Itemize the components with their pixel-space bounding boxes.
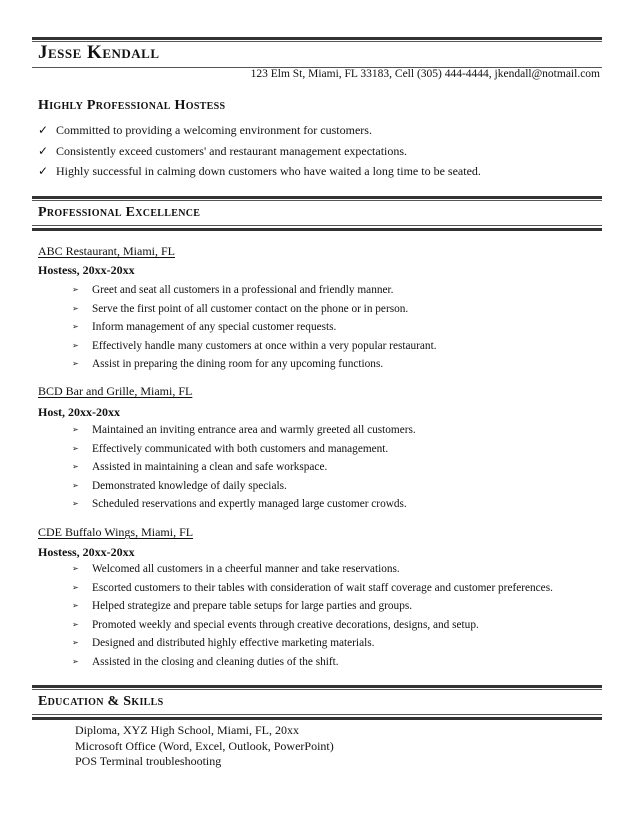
experience-rule-bottom [32, 228, 602, 231]
employer-2: BCD Bar and Grille, Miami, FL [38, 384, 193, 398]
arrow-bullet-icon: ➢ [72, 582, 79, 592]
list-item: ➢ Assist in preparing the dining room for any upcoming functions. [72, 355, 437, 374]
arrow-bullet-icon: ➢ [72, 656, 79, 666]
arrow-bullet-icon: ➢ [72, 564, 79, 573]
list-item: ➢ Greet and seat all customers in a professional and friendly manner. [72, 281, 437, 300]
summary-item: ✓ Committed to providing a welcoming environment for customers. [38, 120, 481, 141]
arrow-bullet-icon: ➢ [72, 303, 79, 313]
education-rule-top [32, 685, 602, 688]
list-item: ➢ Effectively handle many customers at once within a very popular restaurant. [72, 337, 437, 356]
candidate-name: Jesse Kendall [38, 42, 160, 63]
check-icon: ✓ [38, 164, 49, 178]
list-item: ➢ Effectively communicated with both customers and management. [72, 440, 416, 459]
list-item: ➢ Assisted in the closing and cleaning duties of the shift. [72, 653, 553, 672]
list-item: ➢ Helped strategize and prepare table setups for large parties and groups. [72, 597, 553, 616]
education-title: Education & Skills [38, 694, 164, 709]
arrow-bullet-icon: ➢ [72, 340, 79, 350]
education-rule-bottom [32, 717, 602, 720]
list-item: ➢ Welcomed all customers in a cheerful manner and take reservations. [72, 560, 553, 579]
arrow-bullet-icon: ➢ [72, 499, 79, 509]
duties-list-3 [72, 560, 553, 672]
experience-title: Professional Excellence [38, 205, 201, 220]
list-item: ➢ Maintained an inviting entrance area and warmly greeted all customers. [72, 421, 416, 440]
employer-1: ABC Restaurant, Miami, FL [38, 244, 175, 258]
education-list [75, 723, 334, 770]
summary-item: ✓ Highly successful in calming down customers who have waited a long time to be seated. [38, 161, 481, 182]
arrow-bullet-icon: ➢ [72, 462, 79, 472]
duties-list-1 [72, 281, 437, 374]
duties-list-2 [72, 421, 416, 514]
list-item: Diploma, XYZ High School, Miami, FL, 20xx [75, 723, 299, 737]
list-item: POS Terminal troubleshooting [75, 754, 222, 768]
employer-3: CDE Buffalo Wings, Miami, FL [38, 525, 194, 539]
arrow-bullet-icon: ➢ [72, 285, 79, 294]
check-icon: ✓ [38, 143, 49, 158]
list-item: ➢ Demonstrated knowledge of daily specials. [72, 477, 416, 496]
list-item: Microsoft Office (Word, Excel, Outlook, PowerPoint) [75, 738, 334, 753]
list-item: ➢ Designed and distributed highly effective marketing materials. [72, 634, 553, 653]
contact-info: 123 Elm St, Miami, FL 33183, Cell (305) 444-4444, jkendall@notmail.com [250, 68, 600, 80]
role-2: Host, 20xx-20xx [38, 405, 120, 419]
check-icon: ✓ [38, 123, 49, 137]
arrow-bullet-icon: ➢ [72, 619, 79, 629]
arrow-bullet-icon: ➢ [72, 443, 79, 453]
summary-list [38, 120, 481, 182]
experience-rule-top-thin [32, 200, 602, 201]
education-rule-bottom-thin [32, 714, 602, 715]
arrow-bullet-icon: ➢ [72, 425, 79, 434]
arrow-bullet-icon: ➢ [72, 638, 79, 648]
role-3: Hostess, 20xx-20xx [38, 545, 135, 559]
education-rule-top-thin [32, 689, 602, 690]
list-item: ➢ Promoted weekly and special events through creative decorations, designs, and setup. [72, 616, 553, 635]
experience-rule-bottom-thin [32, 225, 602, 226]
arrow-bullet-icon: ➢ [72, 480, 79, 490]
list-item: ➢ Escorted customers to their tables with consideration of wait staff coverage and customer preferences. [72, 579, 553, 598]
summary-title: Highly Professional Hostess [38, 98, 226, 113]
arrow-bullet-icon: ➢ [72, 601, 79, 611]
list-item: ➢ Inform management of any special customer requests. [72, 318, 437, 337]
experience-rule-top [32, 196, 602, 199]
list-item: ➢ Scheduled reservations and expertly managed large customer crowds. [72, 495, 416, 514]
summary-item: ✓ Consistently exceed customers' and restaurant management expectations. [38, 141, 481, 162]
list-item: ➢ Serve the first point of all customer contact on the phone or in person. [72, 300, 437, 319]
role-1: Hostess, 20xx-20xx [38, 263, 135, 277]
top-rule [32, 37, 602, 40]
list-item: ➢ Assisted in maintaining a clean and safe workspace. [72, 458, 416, 477]
arrow-bullet-icon: ➢ [72, 322, 79, 332]
arrow-bullet-icon: ➢ [72, 359, 79, 369]
